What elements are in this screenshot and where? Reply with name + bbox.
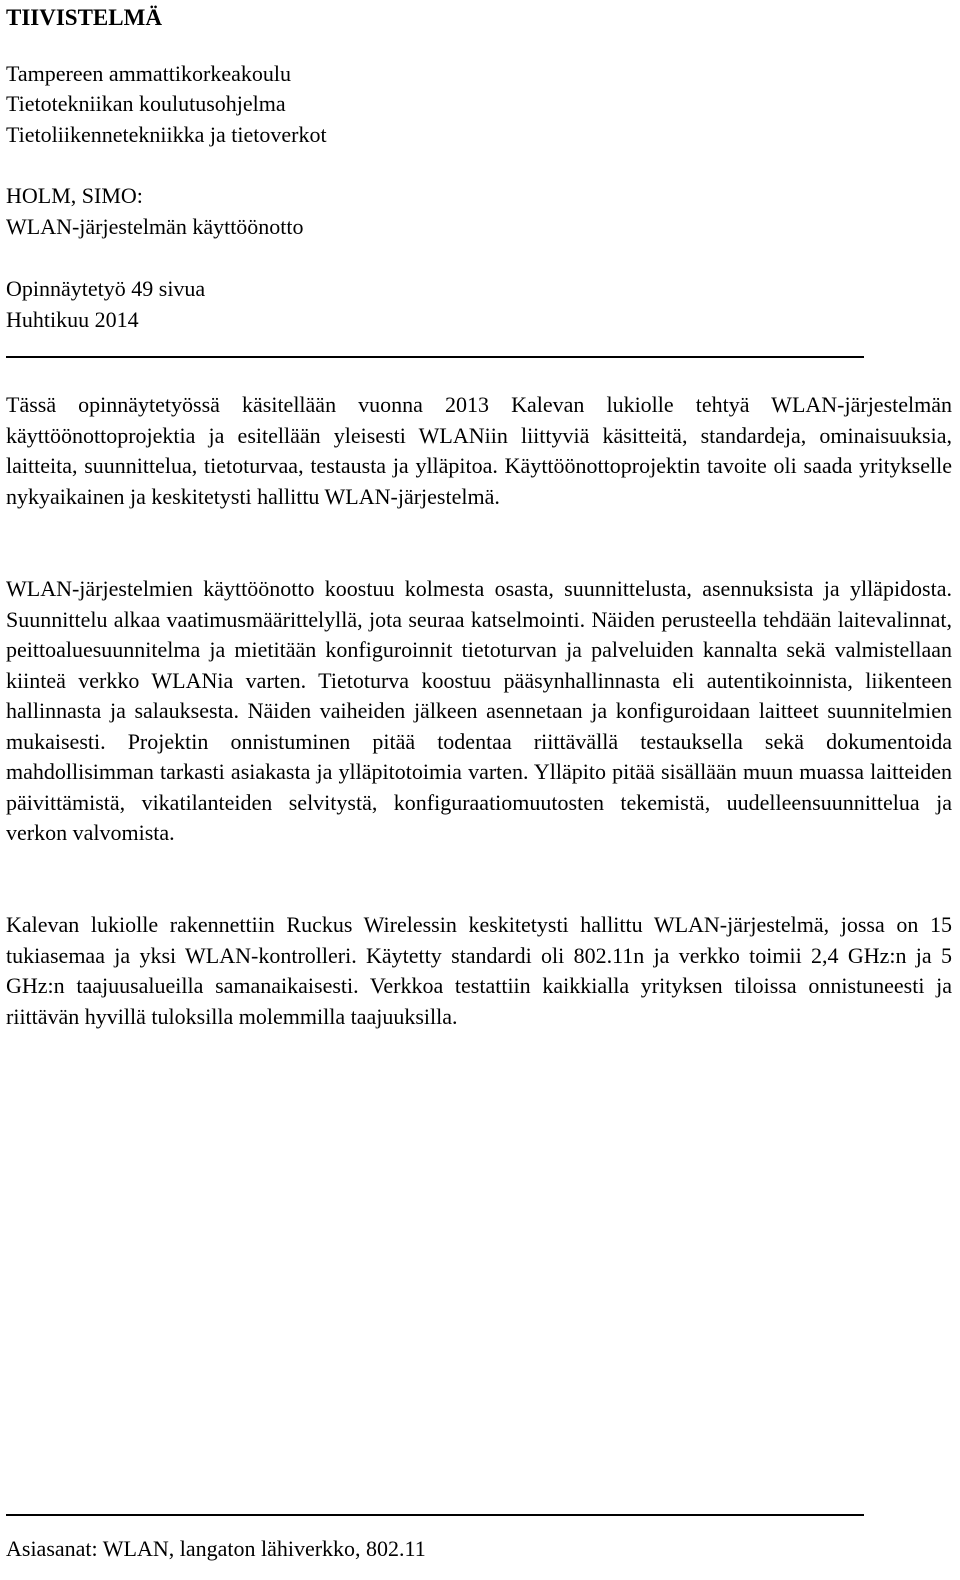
thesis-author: HOLM, SIMO: xyxy=(6,183,143,208)
institution-name: Tampereen ammattikorkeakoulu xyxy=(6,61,291,86)
thesis-type-pages: Opinnäytetyö 49 sivua xyxy=(6,276,206,301)
thesis-title: WLAN-järjestelmän käyttöönotto xyxy=(6,214,304,239)
bottom-divider xyxy=(6,1514,864,1516)
degree-programme: Tietotekniikan koulutusohjelma xyxy=(6,91,286,116)
top-divider xyxy=(6,356,864,358)
page-title: TIIVISTELMÄ xyxy=(6,5,162,30)
abstract-paragraph-3: Kalevan lukiolle rakennettiin Ruckus Wirelessin keskitetysti hallittu WLAN-järjestelmä, jossa on 15 tukiasemaa ja yksi WLAN-kontrolleri. Käytetty standardi oli 802.11n ja verkko toimii 2,4 GHz:n ja 5 GHz:n taajuusalueilla samanaikaisesti. Verkkoa testattiin kaikkialla yrityksen tiloissa onnistuneesti ja riittävän hyvillä tuloksilla molemmilla taajuuksilla. xyxy=(6,912,952,1029)
abstract-paragraph-1: Tässä opinnäytetyössä käsitellään vuonna 2013 Kalevan lukiolle tehtyä WLAN-järjestelmän käyttöönottoprojektia ja esitellään yleisesti WLANiin liittyviä käsitteitä, standardeja, ominaisuuksia, laitteita, suunnittelua, tietoturvaa, testausta ja ylläpitoa. Käyttöönottoprojektin tavoite oli saada yritykselle nykyaikainen ja keskitetysti hallittu WLAN-järjestelmä. xyxy=(6,392,952,509)
thesis-date: Huhtikuu 2014 xyxy=(6,307,139,332)
abstract-paragraph-2: WLAN-järjestelmien käyttöönotto koostuu kolmesta osasta, suunnittelusta, asennuksista ja ylläpidosta. Suunnittelu alkaa vaatimusmäärittelyllä, jota seuraa katselmointi. Näiden perusteella tehdään laitevalinnat, peittoaluesuunnitelma ja mietitään konfiguroinnit tietoturvan ja palveluiden kannalta sekä valmistellaan kiinteä verkko WLANia varten. Tietoturva koostuu pääsynhallinnasta eli autentikoinnista, liikenteen hallinnasta ja salauksesta. Näiden vaiheiden jälkeen asennetaan ja konfiguroidaan laitteet suunnitelmien mukaisesti. Projektin onnistuminen pitää todentaa riittävällä testauksella sekä dokumentoida mahdollisimman tarkasti asiakasta ja ylläpitotoimia varten. Ylläpito pitää sisällään muun muassa laitteiden päivittämistä, vikatilanteiden selvitystä, konfiguraatiomuutosten tekemistä, uudelleensuunnittelua ja verkon valvomista. xyxy=(6,576,952,845)
specialisation: Tietoliikennetekniikka ja tietoverkot xyxy=(6,122,327,147)
keywords: Asiasanat: WLAN, langaton lähiverkko, 802.11 xyxy=(6,1536,426,1561)
